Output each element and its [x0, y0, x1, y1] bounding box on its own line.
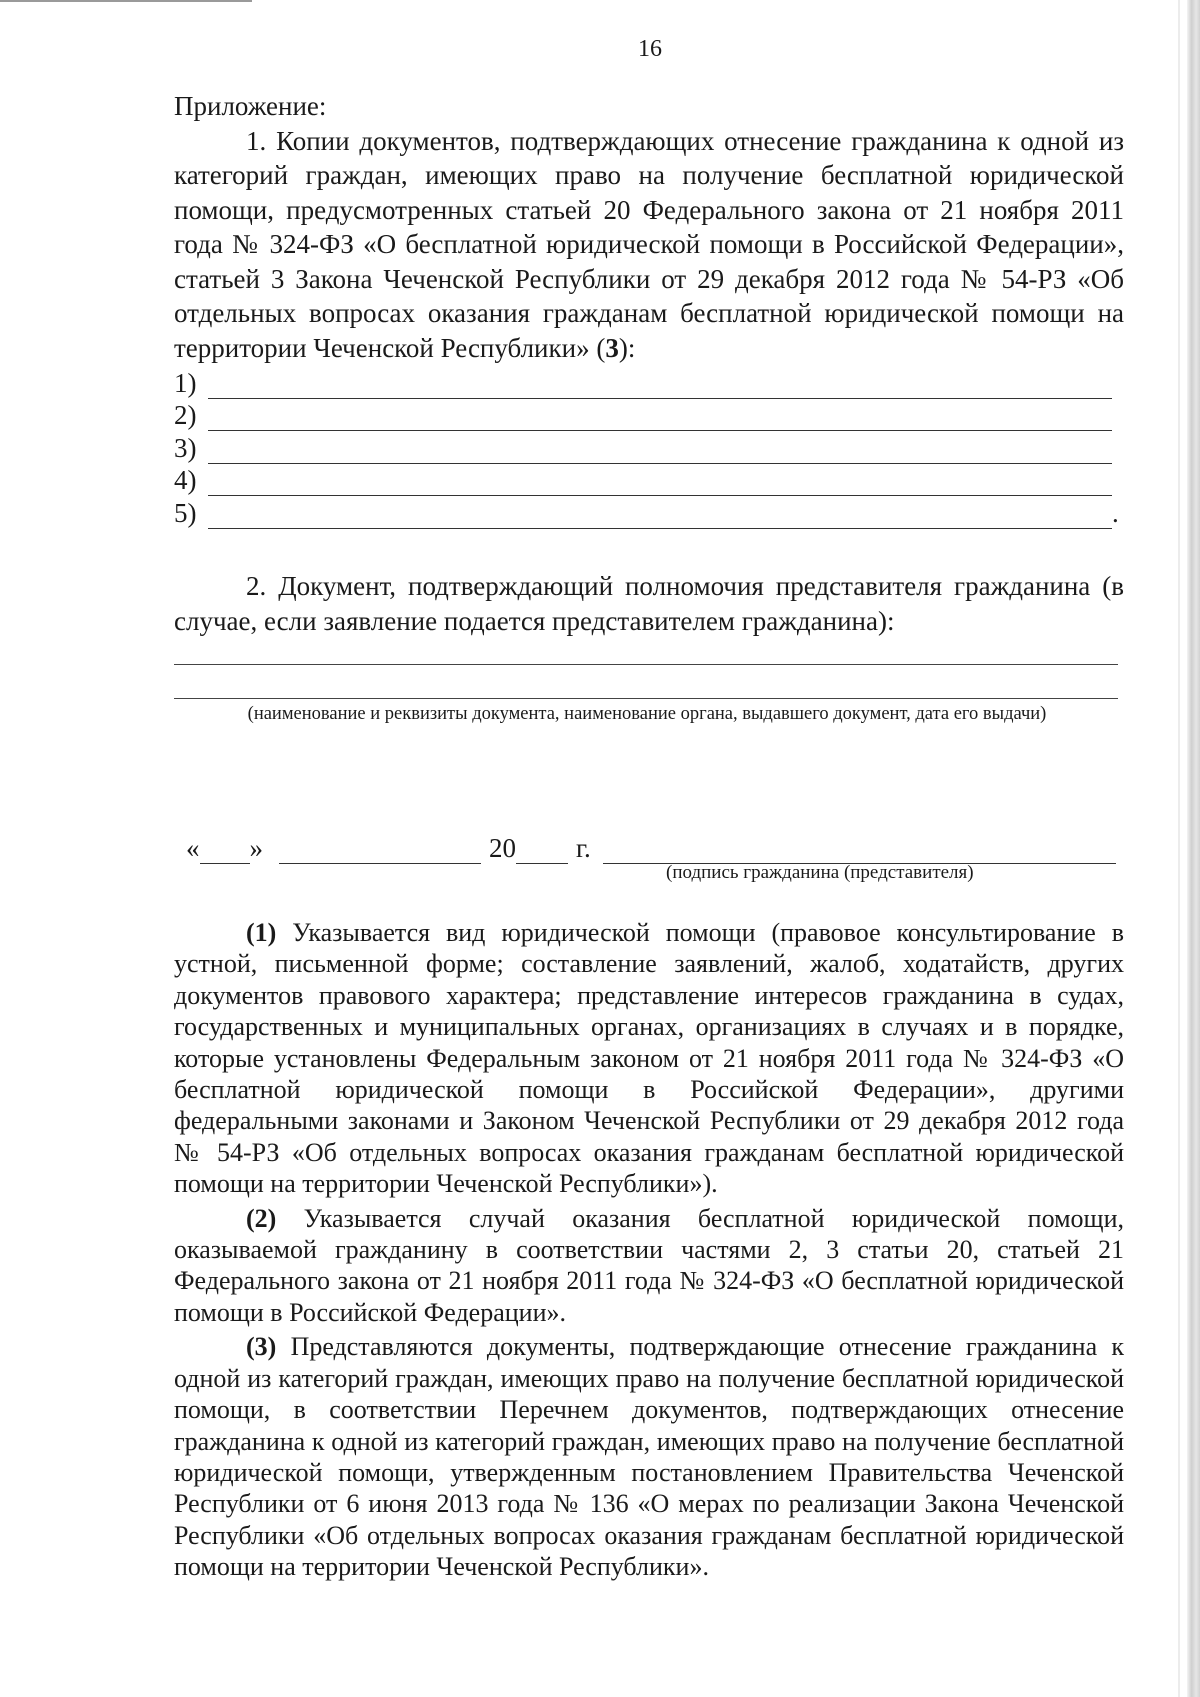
- day-field[interactable]: [200, 839, 250, 864]
- blank-line-number: 1): [174, 367, 197, 398]
- blank-line-1[interactable]: [174, 366, 1120, 399]
- appendix-item-1: [174, 124, 1124, 366]
- footnote-1-ref: (1): [246, 918, 277, 947]
- appendix-item-2: 2. Документ, подтверждающий полномочия представителя гражданина (в случае, если заявление подается представителем гражданина):: [174, 571, 1124, 636]
- scan-edge-right: [1187, 0, 1200, 1697]
- quote-open: «: [186, 833, 200, 863]
- footnote-2-text: Указывается случай оказания бесплатной юридической помощи, оказываемой гражданину в соответствии частями 2, 3 статьи 20, статьей 21 Федерального закона от 21 ноября 2011 года № 324-ФЗ «О бесплатной юридической помощи в Российской Федерации».: [174, 1203, 1124, 1327]
- representative-doc-line-2[interactable]: [174, 698, 1118, 699]
- blank-line-number: 4): [174, 465, 197, 495]
- footnotes: [174, 917, 1124, 1583]
- footnote-3-text: Представляются документы, подтверждающие отнесение гражданина к одной из категорий граждан, имеющих право на получение бесплатной юридической помощи, в соответствии Перечнем документов, подтверждающих отнесение гражданина к одной из категорий граждан, имеющих право на получение бесплатной юридической помощи, утвержденным постановлением Правительства Чеченской Республики от 6 июня 2013 года № 136 «О мерах по реализации Закона Чеченской Республики «Об отдельных вопросах оказания гражданам бесплатной юридической помощи на территории Чеченской Республики».: [174, 1332, 1124, 1582]
- footnote-2-ref: (2): [246, 1203, 277, 1233]
- footnote-1-text: Указывается вид юридической помощи (правовое консультирование в устной, письменной форме; составление заявлений, жалоб, ходатайств, других документов правового характера; представление интересов гражданина в судах, государственных и муниципальных органах, организациях в случаях и в порядке, которые установлены Федеральным законом от 21 ноября 2011 года № 324-ФЗ «О бесплатной юридической помощи в Российской Федерации», другими федеральными законами и Законом Чеченской Республики от 29 декабря 2012 года № 54-РЗ «Об отдельных вопросах оказания гражданам бесплатной юридической помощи на территории Чеченской Республики»).: [174, 918, 1124, 1199]
- representative-doc-caption: (наименование и реквизиты документа, наименование органа, выдавшего документ, дата его выдачи): [247, 704, 1047, 724]
- blank-line-3[interactable]: [174, 431, 1120, 464]
- scan-edge-shadow: [1178, 0, 1180, 1697]
- year-suffix: г.: [576, 833, 591, 863]
- appendix-title: Приложение:: [174, 91, 327, 121]
- end-mark: .: [1112, 497, 1119, 528]
- appendix-section: [174, 89, 1124, 365]
- scan-edge-top: [0, 0, 252, 2]
- quote-close: »: [249, 833, 263, 863]
- year-prefix: 20: [489, 833, 516, 863]
- page-number: 16: [638, 36, 662, 62]
- blank-line-number: 3): [174, 432, 197, 463]
- blank-line-4[interactable]: [174, 464, 1120, 497]
- footnote-3: [174, 1331, 1124, 1582]
- signature-caption: (подпись гражданина (представителя): [666, 862, 974, 883]
- appendix-item-2-section: [174, 569, 1124, 638]
- document-blank-lines: [174, 366, 1120, 529]
- year-field[interactable]: [516, 839, 568, 864]
- blank-line-5[interactable]: [174, 496, 1120, 529]
- signature-row: [186, 828, 1116, 864]
- appendix-item-1-text: 1. Копии документов, подтверждающих отнесение гражданина к одной из категорий граждан, имеющих право на получение бесплатной юридической помощи, предусмотренных статьей 20 Федерального закона от 21 ноября 2011 года № 324-ФЗ «О бесплатной юридической помощи в Российской Федерации», статьей 3 Закона Чеченской Республики от 29 декабря 2012 года № 54-РЗ «Об отдельных вопросах оказания гражданам бесплатной юридической помощи на территории Чеченской Республики» (: [174, 125, 1124, 363]
- appendix-item-1-end: ):: [618, 332, 636, 363]
- footnote-ref-3: 3: [605, 332, 619, 363]
- blank-line-number: 5): [174, 497, 197, 528]
- blank-line-number: 2): [174, 400, 197, 430]
- signature-field[interactable]: [603, 839, 1116, 864]
- representative-doc-line-1[interactable]: [174, 664, 1118, 665]
- blank-line-2[interactable]: [174, 399, 1120, 432]
- footnote-1: [174, 917, 1124, 1200]
- footnote-3-ref: (3): [246, 1332, 277, 1362]
- month-field[interactable]: [279, 839, 481, 864]
- footnote-2: [174, 1203, 1124, 1329]
